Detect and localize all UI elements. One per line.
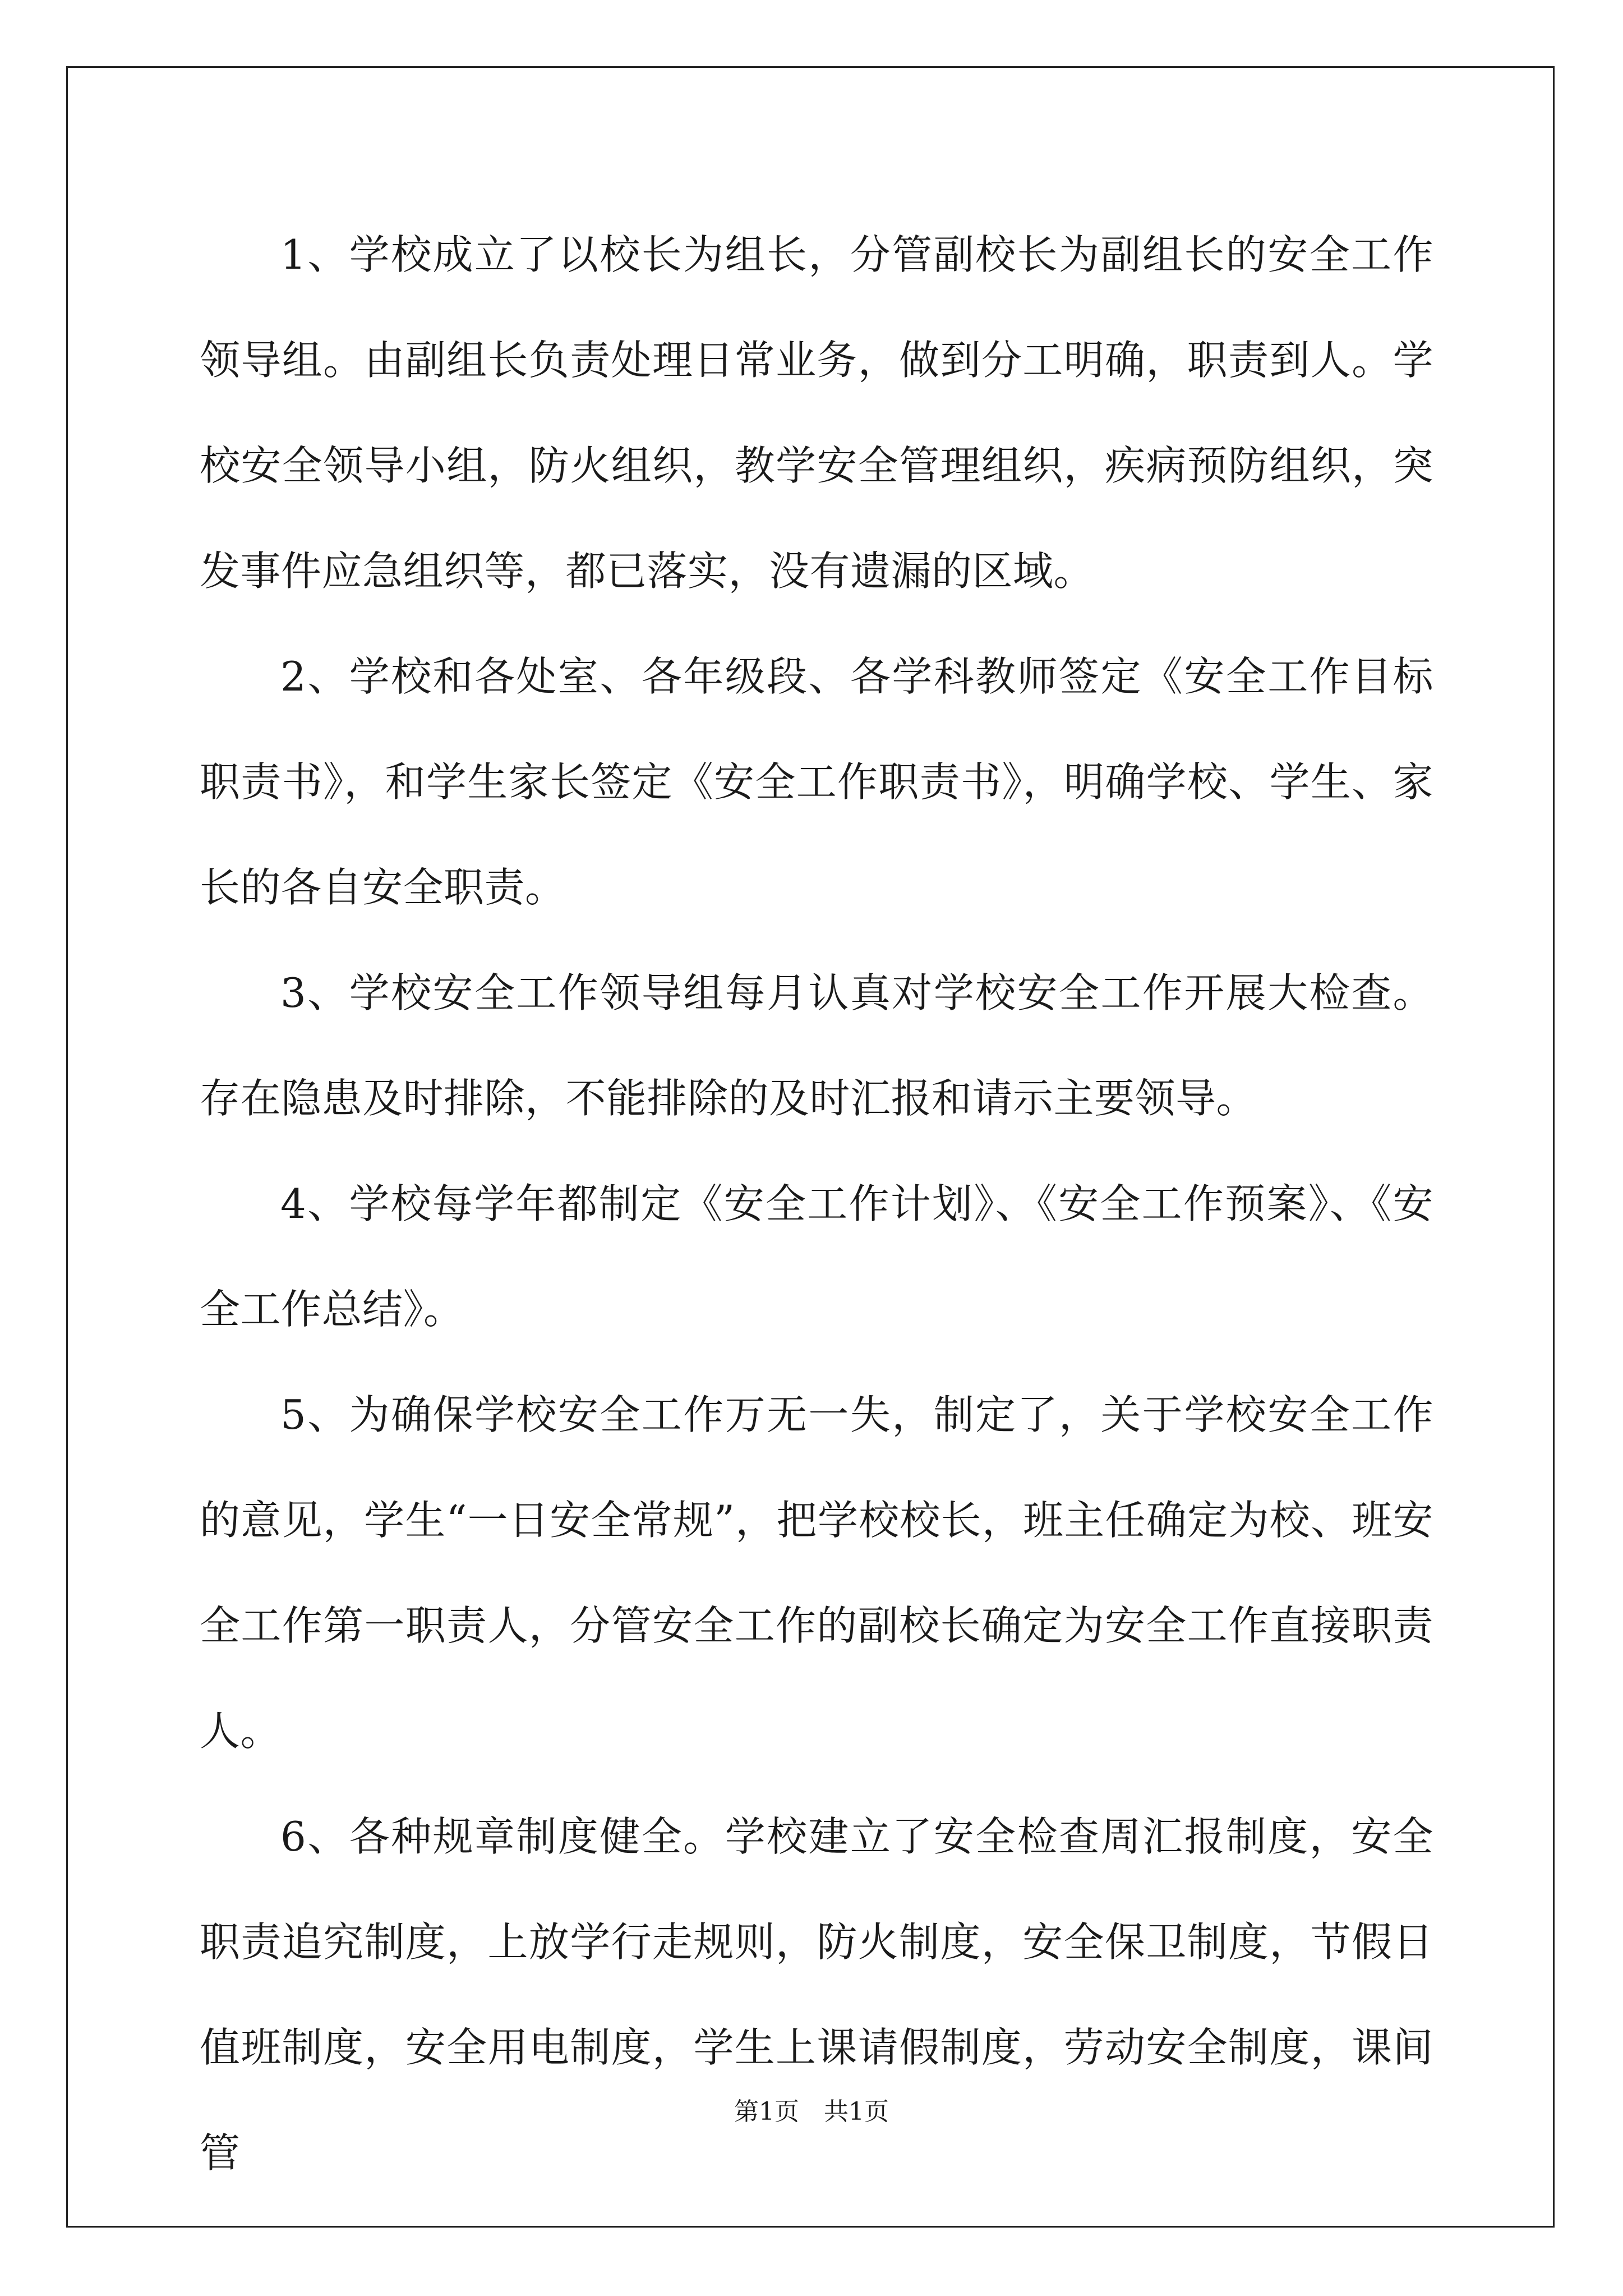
paragraph-5: 5、为确保学校安全工作万无一失，制定了，关于学校安全工作的意见，学生“一日安全常规”，把学校校长，班主任确定为校、班安全工作第一职责人，分管安全工作的副校长确定为安全工作直接职责人。 — [200, 1391, 1433, 1755]
page-number: 第1页 — [734, 2097, 799, 2126]
paragraph-3: 3、学校安全工作领导组每月认真对学校安全工作开展大检查。存在隐患及时排除，不能排除的及时汇报和请示主要领导。 — [200, 969, 1433, 1122]
page-total: 共1页 — [824, 2097, 889, 2126]
paragraph-6: 6、各种规章制度健全。学校建立了安全检查周汇报制度，安全职责追究制度，上放学行走规则，防火制度，安全保卫制度，节假日值班制度，安全用电制度，学生上课请假制度，劳动安全制度，课间管 — [200, 1813, 1433, 2177]
page-footer — [0, 2091, 1623, 2127]
paragraph-1: 1、学校成立了以校长为组长，分管副校长为副组长的安全工作领导组。由副组长负责处理日常业务，做到分工明确，职责到人。学校安全领导小组，防火组织，教学安全管理组织，疾病预防组织，突发事件应急组织等，都已落实，没有遗漏的区域。 — [200, 231, 1433, 595]
paragraph-2: 2、学校和各处室、各年级段、各学科教师签定《安全工作目标职责书》，和学生家长签定《安全工作职责书》，明确学校、学生、家长的各自安全职责。 — [200, 653, 1433, 911]
document-body — [200, 202, 1433, 2206]
paragraph-4: 4、学校每学年都制定《安全工作计划》、《安全工作预案》、《安全工作总结》。 — [200, 1180, 1433, 1333]
